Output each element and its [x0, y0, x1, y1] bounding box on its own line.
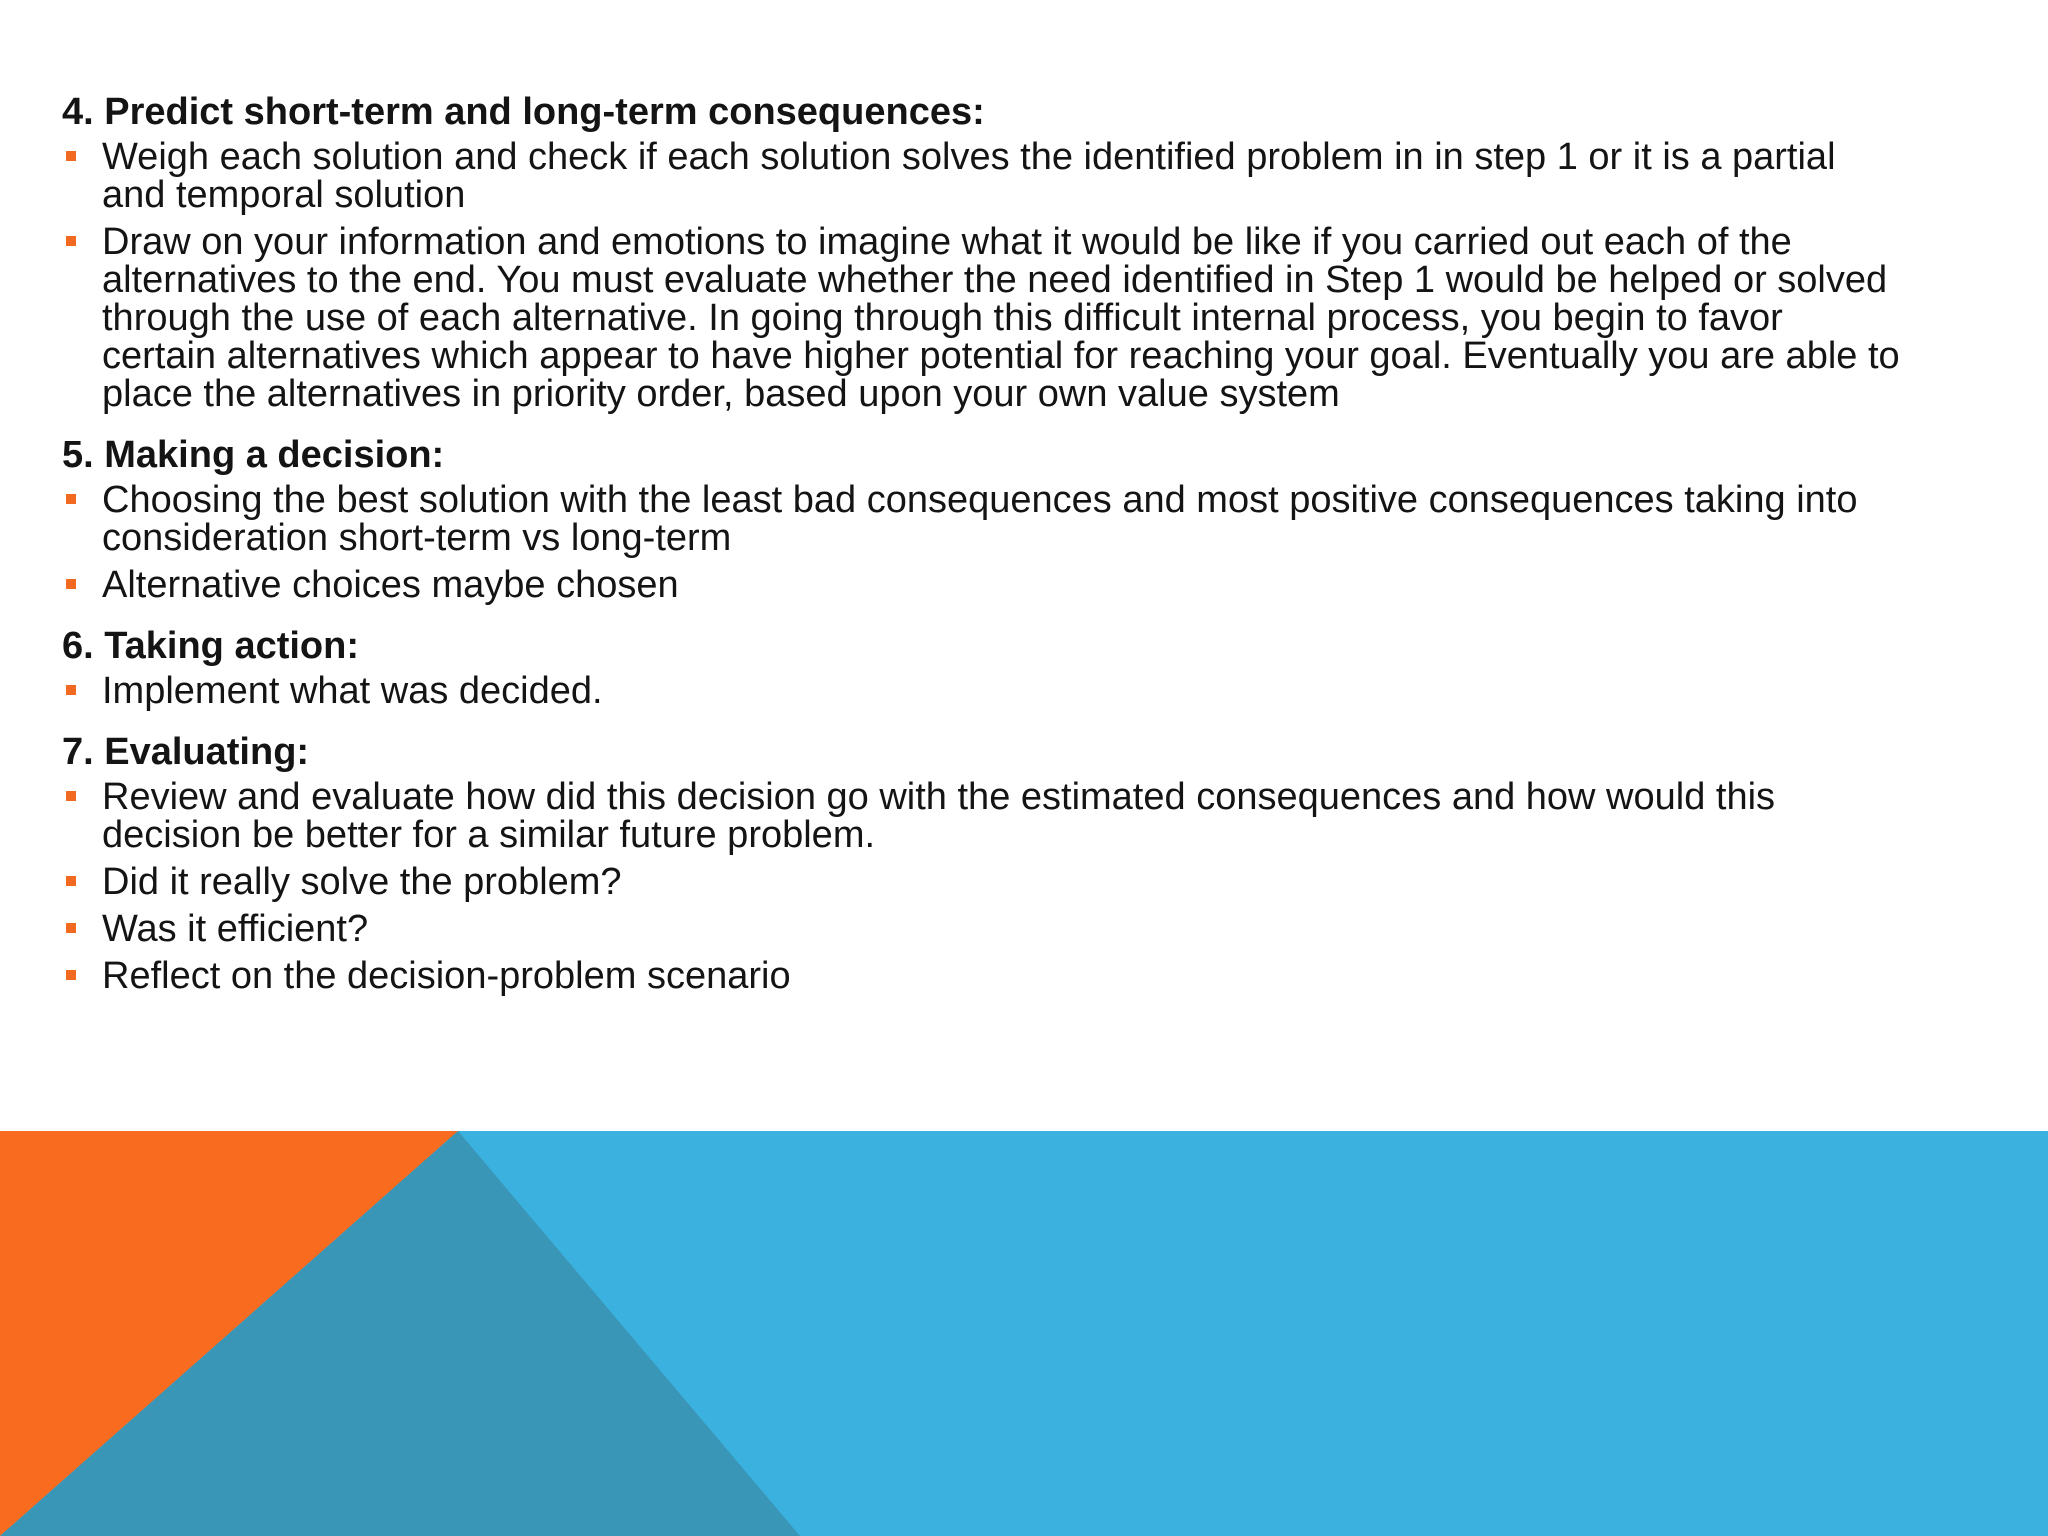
square-bullet-icon [66, 876, 76, 886]
section-evaluating [62, 732, 1962, 995]
bullet-text: Review and evaluate how did this decision go with the estimated consequences and how would this decision be better for a similar future problem. [102, 776, 1776, 856]
bullet-list [62, 138, 1962, 413]
square-bullet-icon [66, 970, 76, 980]
square-bullet-icon [66, 923, 76, 933]
bullet-text: Was it efficient? [102, 908, 369, 950]
square-bullet-icon [66, 685, 76, 695]
square-bullet-icon [66, 494, 76, 504]
bullet-text: Draw on your information and emotions to imagine what it would be like if you carried out each of the alternatives to the end. You must evaluate whether the need identified in Step 1 would be helped or solved through the use of each alternative. In going through this difficult internal process, you begin to favor certain alternatives which appear to have higher potential for reaching your goal. Eventually you are able to place the alternatives in priority order, based upon your own value system [102, 221, 1900, 415]
bullet-list [62, 672, 1962, 710]
square-bullet-icon [66, 579, 76, 589]
bullet-item [62, 863, 1902, 901]
bullet-item [62, 672, 1902, 710]
bullet-text: Implement what was decided. [102, 670, 603, 712]
bullet-list [62, 778, 1962, 995]
bullet-text: Weigh each solution and check if each solution solves the identified problem in in step 1 or it is a partial and temporal solution [102, 136, 1836, 216]
section-taking-action [62, 626, 1962, 710]
slide-content [62, 92, 1962, 1004]
section-heading: 7. Evaluating: [62, 731, 310, 773]
bullet-text: Did it really solve the problem? [102, 861, 622, 903]
bullet-text: Alternative choices maybe chosen [102, 564, 679, 606]
bullet-item [62, 778, 1902, 854]
bullet-text: Reflect on the decision-problem scenario [102, 955, 791, 997]
decorative-color-band [0, 1131, 2048, 1536]
square-bullet-icon [66, 791, 76, 801]
section-making-decision [62, 435, 1962, 604]
bullet-item [62, 223, 1902, 413]
bullet-item [62, 566, 1902, 604]
section-heading: 5. Making a decision: [62, 434, 445, 476]
section-heading: 6. Taking action: [62, 625, 360, 667]
section-predict-consequences [62, 92, 1962, 413]
section-heading: 4. Predict short-term and long-term consequences: [62, 91, 985, 133]
bullet-list [62, 481, 1962, 604]
bullet-item [62, 481, 1902, 557]
bullet-item [62, 910, 1902, 948]
bullet-item [62, 138, 1902, 214]
square-bullet-icon [66, 151, 76, 161]
bullet-text: Choosing the best solution with the least bad consequences and most positive consequences taking into consideration short-term vs long-term [102, 479, 1858, 559]
bullet-item [62, 957, 1902, 995]
square-bullet-icon [66, 236, 76, 246]
